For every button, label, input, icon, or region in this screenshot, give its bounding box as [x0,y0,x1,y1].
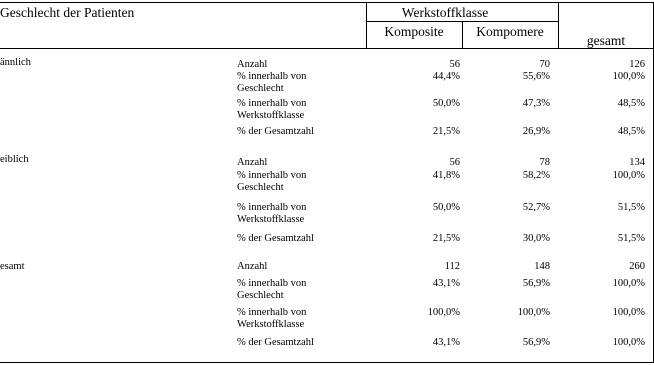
cell-value: 56 [449,157,460,168]
row-label: Anzahl [237,261,268,272]
group-header: Werkstoffklasse [401,5,489,20]
row-label: % innerhalb von Geschlecht [237,170,307,193]
cell-value: 52,7% [522,202,550,213]
cell-value: 43,1% [432,337,460,348]
row-label: % innerhalb von Geschlecht [237,71,307,94]
cell-value: 50,0% [432,202,460,213]
cell-value: 58,2% [522,170,550,181]
cell-value: 21,5% [432,126,460,137]
cell-value: 100,0% [612,71,645,82]
row-label: % innerhalb von Werkstoffklasse [237,307,307,330]
cell-value: 43,1% [432,278,460,289]
cell-value: 100,0% [427,307,460,318]
cell-value: 26,9% [522,126,550,137]
cell-value: 48,5% [617,126,645,137]
col-divider-1 [366,2,367,49]
cell-value: 55,6% [522,71,550,82]
cell-value: 100,0% [612,337,645,348]
row-label: Anzahl [237,157,268,168]
header-top-rule [0,2,654,3]
row-label: % der Gesamtzahl [237,126,314,137]
cell-value: 112 [444,261,460,272]
cell-value: 148 [534,261,550,272]
cell-value: 41,8% [432,170,460,181]
cell-value: 51,5% [617,233,645,244]
cell-value: 100,0% [612,170,645,181]
cell-value: 126 [629,59,645,70]
row-label: Anzahl [237,59,268,70]
row-label: % der Gesamtzahl [237,233,314,244]
cell-value: 48,5% [617,98,645,109]
cell-value: 30,0% [522,233,550,244]
total-header: gesamt [586,33,626,48]
cell-value: 78 [539,157,550,168]
col-header-komposite: Komposite [384,24,444,39]
cell-value: 56,9% [522,278,550,289]
col-divider-3 [558,2,559,49]
cell-value: 51,5% [617,202,645,213]
col-header-kompomere: Kompomere [476,24,544,39]
group-label-gesamt: esamt [0,261,25,272]
cell-value: 56,9% [522,337,550,348]
row-label: % innerhalb von Werkstoffklasse [237,98,307,121]
col-divider-2 [462,21,463,49]
row-label: % innerhalb von Geschlecht [237,278,307,301]
cell-value: 100,0% [517,307,550,318]
cell-value: 100,0% [612,278,645,289]
group-label-maennlich: ännlich [0,57,31,68]
cell-value: 21,5% [432,233,460,244]
table-bottom-rule [0,362,654,363]
corner-label: Geschlecht der Patienten [0,5,135,20]
cell-value: 56 [449,59,460,70]
group-label-weiblich: eiblich [0,154,29,165]
cell-value: 134 [629,157,645,168]
cell-value: 260 [629,261,645,272]
cell-value: 44,4% [432,71,460,82]
cell-value: 50,0% [432,98,460,109]
cell-value: 47,3% [522,98,550,109]
row-label: % der Gesamtzahl [237,337,314,348]
row-label: % innerhalb von Werkstoffklasse [237,202,307,225]
header-bottom-rule [0,48,654,49]
cell-value: 100,0% [612,307,645,318]
cell-value: 70 [539,59,550,70]
